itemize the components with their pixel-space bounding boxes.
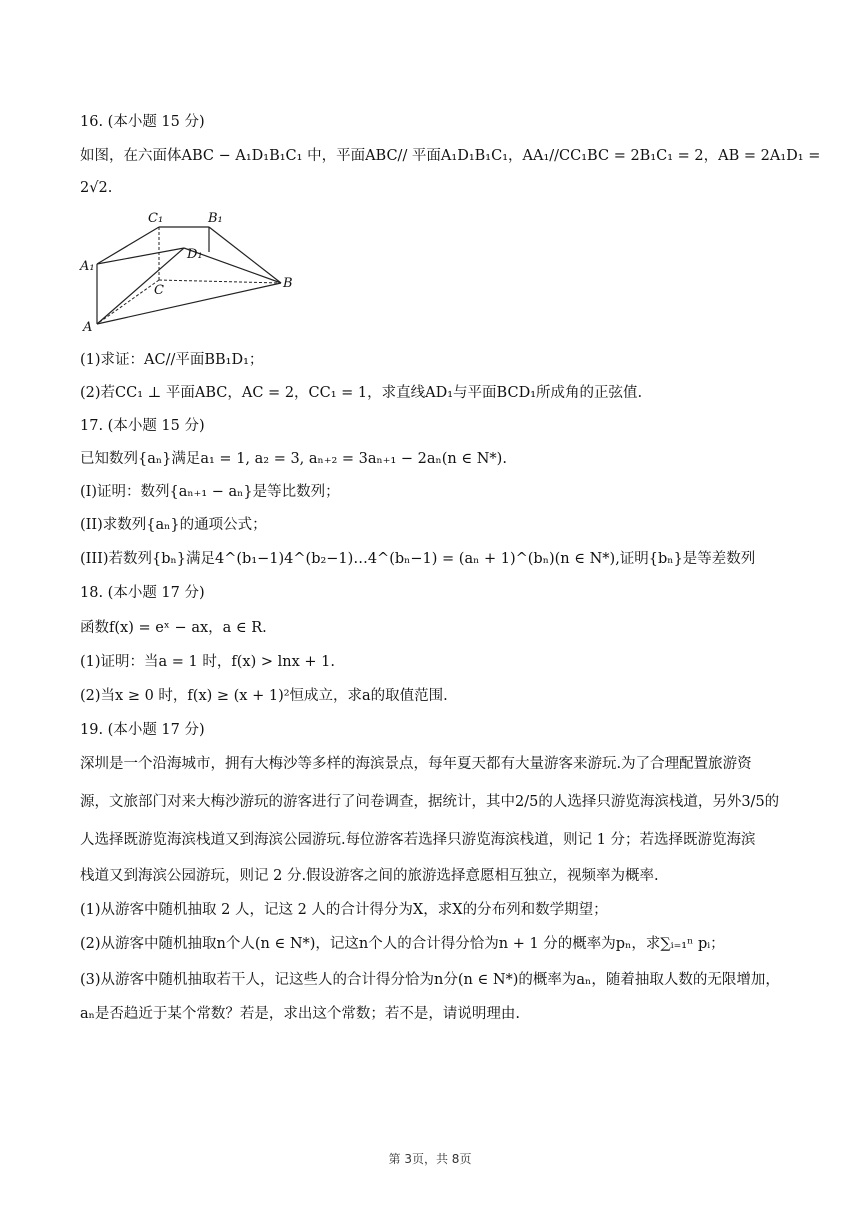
problem-19-part-3-cont: aₙ是否趋近于某个常数？若是，求出这个常数；若不是，请说明理由. (80, 1006, 521, 1022)
hexahedron-figure (78, 206, 298, 336)
problem-19-part-3: (3)从游客中随机抽取若干人，记这些人的合计得分恰为n分(n ∈ N*)的概率为aₙ，随着抽取人数的无限增加， (80, 972, 780, 988)
problem-16-title: 16. (本小题 15 分) (80, 114, 205, 130)
problem-16-part-2: (2)若CC₁ ⊥ 平面ABC，AC = 2，CC₁ = 1，求直线AD₁与平面BCD₁所成角的正弦值. (80, 385, 643, 401)
problem-16-statement-cont: 2√2. (80, 180, 113, 196)
label-b1: B₁ (208, 211, 223, 226)
problem-19-part-2: (2)从游客中随机抽取n个人(n ∈ N*)，记这n个人的合计得分恰为n + 1 分的概率为pₙ，求∑ᵢ₌₁ⁿ pᵢ； (80, 936, 725, 952)
problem-18-statement: 函数f(x) = eˣ − ax，a ∈ R. (80, 620, 267, 636)
problem-16-statement: 如图，在六面体ABC − A₁D₁B₁C₁ 中，平面ABC// 平面A₁D₁B₁C₁，AA₁//CC₁BC = 2B₁C₁ = 2，AB = 2A₁D₁ = (80, 148, 821, 164)
problem-17-title: 17. (本小题 15 分) (80, 418, 205, 434)
problem-18-part-2: (2)当x ≥ 0 时，f(x) ≥ (x + 1)²恒成立，求a的取值范围. (80, 688, 448, 704)
problem-17-part-2: (II)求数列{aₙ}的通项公式； (80, 517, 267, 533)
page-footer: 第 3页，共 8页 (388, 1152, 472, 1166)
problem-18-title: 18. (本小题 17 分) (80, 585, 205, 601)
problem-17-part-3: (III)若数列{bₙ}满足4^(b₁−1)4^(b₂−1)…4^(bₙ−1) = (aₙ + 1)^(bₙ)(n ∈ N*),证明{bₙ}是等差数列 (80, 551, 756, 567)
problem-19-paragraph-line-3: 人选择既游览海滨栈道又到海滨公园游玩.每位游客若选择只游览海滨栈道，则记 1 分；若选择既游览海滨 (80, 832, 756, 848)
problem-17-statement: 已知数列{aₙ}满足a₁ = 1, a₂ = 3, aₙ₊₂ = 3aₙ₊₁ − 2aₙ(n ∈ N*). (80, 451, 507, 467)
problem-19-title: 19. (本小题 17 分) (80, 722, 205, 738)
label-b: B (283, 276, 293, 291)
problem-19-paragraph-line-2: 源，文旅部门对来大梅沙游玩的游客进行了问卷调查，据统计，其中2/5的人选择只游览海滨栈道，另外3/5的 (80, 794, 780, 810)
problem-18-part-1: (1)证明：当a = 1 时，f(x) > lnx + 1. (80, 654, 335, 670)
label-d1: D₁ (187, 247, 203, 262)
label-c: C (154, 283, 164, 298)
problem-19-part-1: (1)从游客中随机抽取 2 人，记这 2 人的合计得分为X，求X的分布列和数学期望； (80, 902, 608, 918)
problem-19-paragraph-line-1: 深圳是一个沿海城市，拥有大梅沙等多样的海滨景点，每年夏天都有大量游客来游玩.为了合理配置旅游资 (80, 756, 752, 772)
problem-19-paragraph-line-4: 栈道又到海滨公园游玩，则记 2 分.假设游客之间的旅游选择意愿相互独立，视频率为概率. (80, 868, 659, 884)
problem-17-part-1: (I)证明：数列{aₙ₊₁ − aₙ}是等比数列； (80, 484, 340, 500)
label-a1: A₁ (80, 259, 95, 274)
label-a: A (83, 320, 93, 335)
problem-16-part-1: (1)求证：AC//平面BB₁D₁； (80, 352, 264, 368)
label-c1: C₁ (148, 211, 164, 226)
